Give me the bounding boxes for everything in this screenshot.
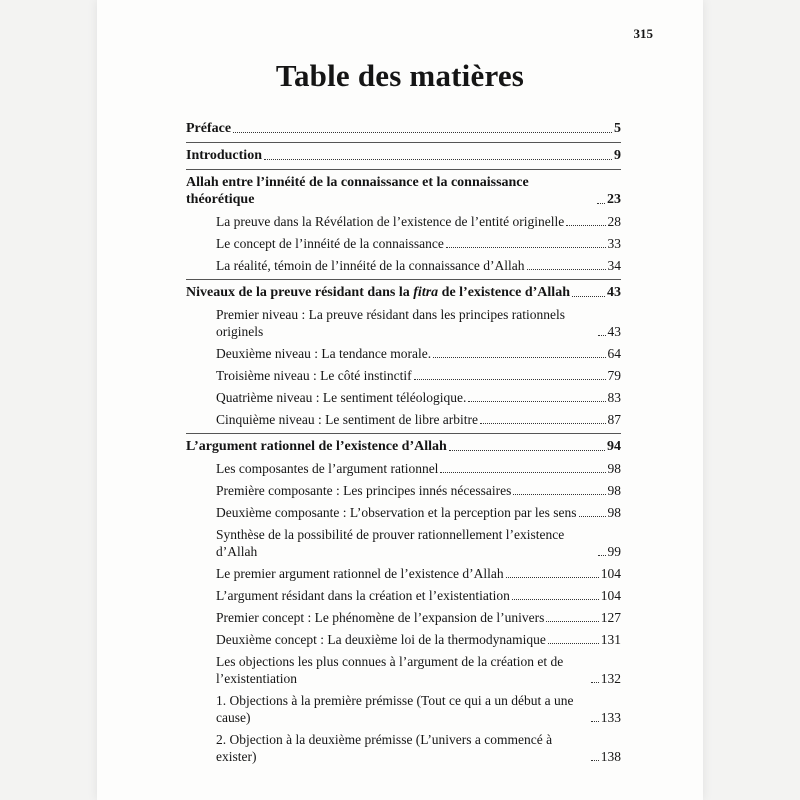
toc-entry-page: 9 (614, 148, 621, 163)
dot-leader (433, 356, 605, 358)
toc-entry-label: Deuxième concept : La deuxième loi de la thermodynamique (216, 632, 546, 647)
toc-entry-label: 2. Objection à la deuxième prémisse (L’univers a commencé à exister) (216, 732, 553, 764)
toc-entry (186, 257, 621, 274)
dot-leader (572, 295, 605, 297)
toc-entry-page: 138 (600, 749, 621, 764)
toc-entry (186, 235, 621, 252)
toc-entry-chapter-2 (186, 284, 621, 301)
book-page (97, 0, 703, 800)
dot-leader (506, 576, 599, 578)
dot-leader (591, 759, 599, 761)
toc-entry-page: 34 (607, 258, 621, 273)
toc-entry (186, 213, 621, 230)
toc-entry-page: 87 (607, 412, 621, 427)
toc-entry (186, 411, 621, 428)
toc-entry (186, 653, 621, 687)
toc-entry-label: Synthèse de la possibilité de prouver rationnellement l’existence d’Allah (216, 527, 565, 559)
page-title: Table des matières (275, 58, 525, 93)
dot-leader (591, 720, 599, 722)
toc-entry-preface (186, 120, 621, 137)
toc-entry-label (186, 284, 570, 301)
toc-entry-page: 131 (600, 632, 621, 647)
toc-entry-chapter-1 (186, 174, 621, 208)
toc-entry-label: Première composante : Les principes innés nécessaires (216, 483, 512, 498)
dot-leader (449, 449, 605, 451)
dot-leader (480, 422, 605, 424)
toc-entry-page: 28 (607, 214, 621, 229)
toc-entry-label: Premier niveau : La preuve résidant dans les principes rationnels originels (216, 307, 566, 339)
dot-leader (446, 246, 606, 248)
toc-entry-page: 33 (607, 236, 621, 251)
toc-entry-page: 99 (607, 544, 621, 559)
dot-leader (468, 400, 605, 402)
toc-entry (186, 731, 621, 765)
toc-entry-label: La réalité, témoin de l’innéité de la connaissance d’Allah (216, 258, 525, 273)
toc-entry-label: Troisième niveau : Le côté instinctif (216, 368, 412, 383)
toc-entry-page: 94 (607, 439, 621, 454)
toc-entry (186, 526, 621, 560)
toc-entry-page: 132 (600, 671, 621, 686)
toc-entry-label: Le concept de l’innéité de la connaissance (216, 236, 444, 251)
toc-entry (186, 389, 621, 406)
toc-entry-page: 83 (607, 390, 621, 405)
toc-entry-label: L’argument résidant dans la création et l’existentiation (216, 588, 510, 603)
toc-entry-label: Quatrième niveau : Le sentiment téléologique. (216, 390, 467, 405)
toc-entry-chapter-3 (186, 438, 621, 455)
toc-entry-label: L’argument rationnel de l’existence d’Allah (186, 439, 447, 454)
toc-entry-page: 23 (607, 192, 621, 207)
dot-leader (598, 554, 606, 556)
toc-entry-page: 104 (600, 588, 621, 603)
toc-entry-label: Allah entre l’innéité de la connaissance et la connaissance théorétique (186, 175, 529, 207)
toc-entry (186, 460, 621, 477)
toc-entry-page: 98 (607, 483, 621, 498)
dot-leader (546, 620, 598, 622)
dot-leader (548, 642, 599, 644)
toc-entry-label: Le premier argument rationnel de l’existence d’Allah (216, 566, 504, 581)
toc-entry-page: 133 (600, 710, 621, 725)
toc-entry-page: 98 (607, 505, 621, 520)
divider (186, 169, 621, 170)
dot-leader (414, 378, 606, 380)
toc-entry (186, 609, 621, 626)
toc-entry-label: La preuve dans la Révélation de l’existence de l’entité originelle (216, 214, 565, 229)
toc-entry-label: Introduction (186, 148, 262, 163)
label-part: Niveaux de la preuve résidant dans la (186, 285, 414, 300)
dot-leader (513, 493, 605, 495)
toc-entry-label: Premier concept : Le phénomène de l’expansion de l’univers (216, 610, 545, 625)
toc-entry (186, 345, 621, 362)
dot-leader (264, 158, 612, 160)
toc-entry-page: 79 (607, 368, 621, 383)
dot-leader (597, 202, 605, 204)
toc-entry (186, 587, 621, 604)
toc-entry-label: Cinquième niveau : Le sentiment de libre arbitre (216, 412, 479, 427)
toc-entry-page: 98 (607, 461, 621, 476)
table-of-contents (186, 120, 621, 770)
dot-leader (598, 334, 606, 336)
dot-leader (579, 515, 606, 517)
toc-entry (186, 306, 621, 340)
dot-leader (527, 268, 606, 270)
label-part: de l’existence d’Allah (438, 285, 570, 300)
dot-leader (440, 471, 605, 473)
toc-entry-label: Deuxième composante : L’observation et la perception par les sens (216, 505, 577, 520)
toc-entry-label: Les composantes de l’argument rationnel (216, 461, 439, 476)
toc-entry (186, 367, 621, 384)
divider (186, 142, 621, 143)
dot-leader (512, 598, 599, 600)
toc-entry-page: 104 (600, 566, 621, 581)
toc-entry (186, 482, 621, 499)
toc-entry (186, 692, 621, 726)
divider (186, 279, 621, 280)
dot-leader (591, 681, 599, 683)
toc-entry-page: 127 (600, 610, 621, 625)
toc-entry (186, 631, 621, 648)
toc-entry-label: Deuxième niveau : La tendance morale. (216, 346, 432, 361)
page-number: 315 (633, 26, 653, 41)
toc-entry-page: 43 (607, 324, 621, 339)
dot-leader (566, 224, 605, 226)
divider (186, 433, 621, 434)
toc-entry-label: Les objections les plus connues à l’argument de la création et de l’existentiation (216, 654, 564, 686)
toc-entry-label: 1. Objections à la première prémisse (Tout ce qui a un début a une cause) (216, 693, 574, 725)
toc-entry-page: 5 (614, 121, 621, 136)
dot-leader (233, 131, 612, 133)
toc-entry-introduction (186, 147, 621, 164)
toc-entry-label: Préface (186, 121, 232, 136)
toc-entry-page: 64 (607, 346, 621, 361)
toc-entry (186, 565, 621, 582)
label-italic: fitra (413, 285, 439, 300)
toc-entry (186, 504, 621, 521)
toc-entry-page: 43 (607, 285, 621, 300)
